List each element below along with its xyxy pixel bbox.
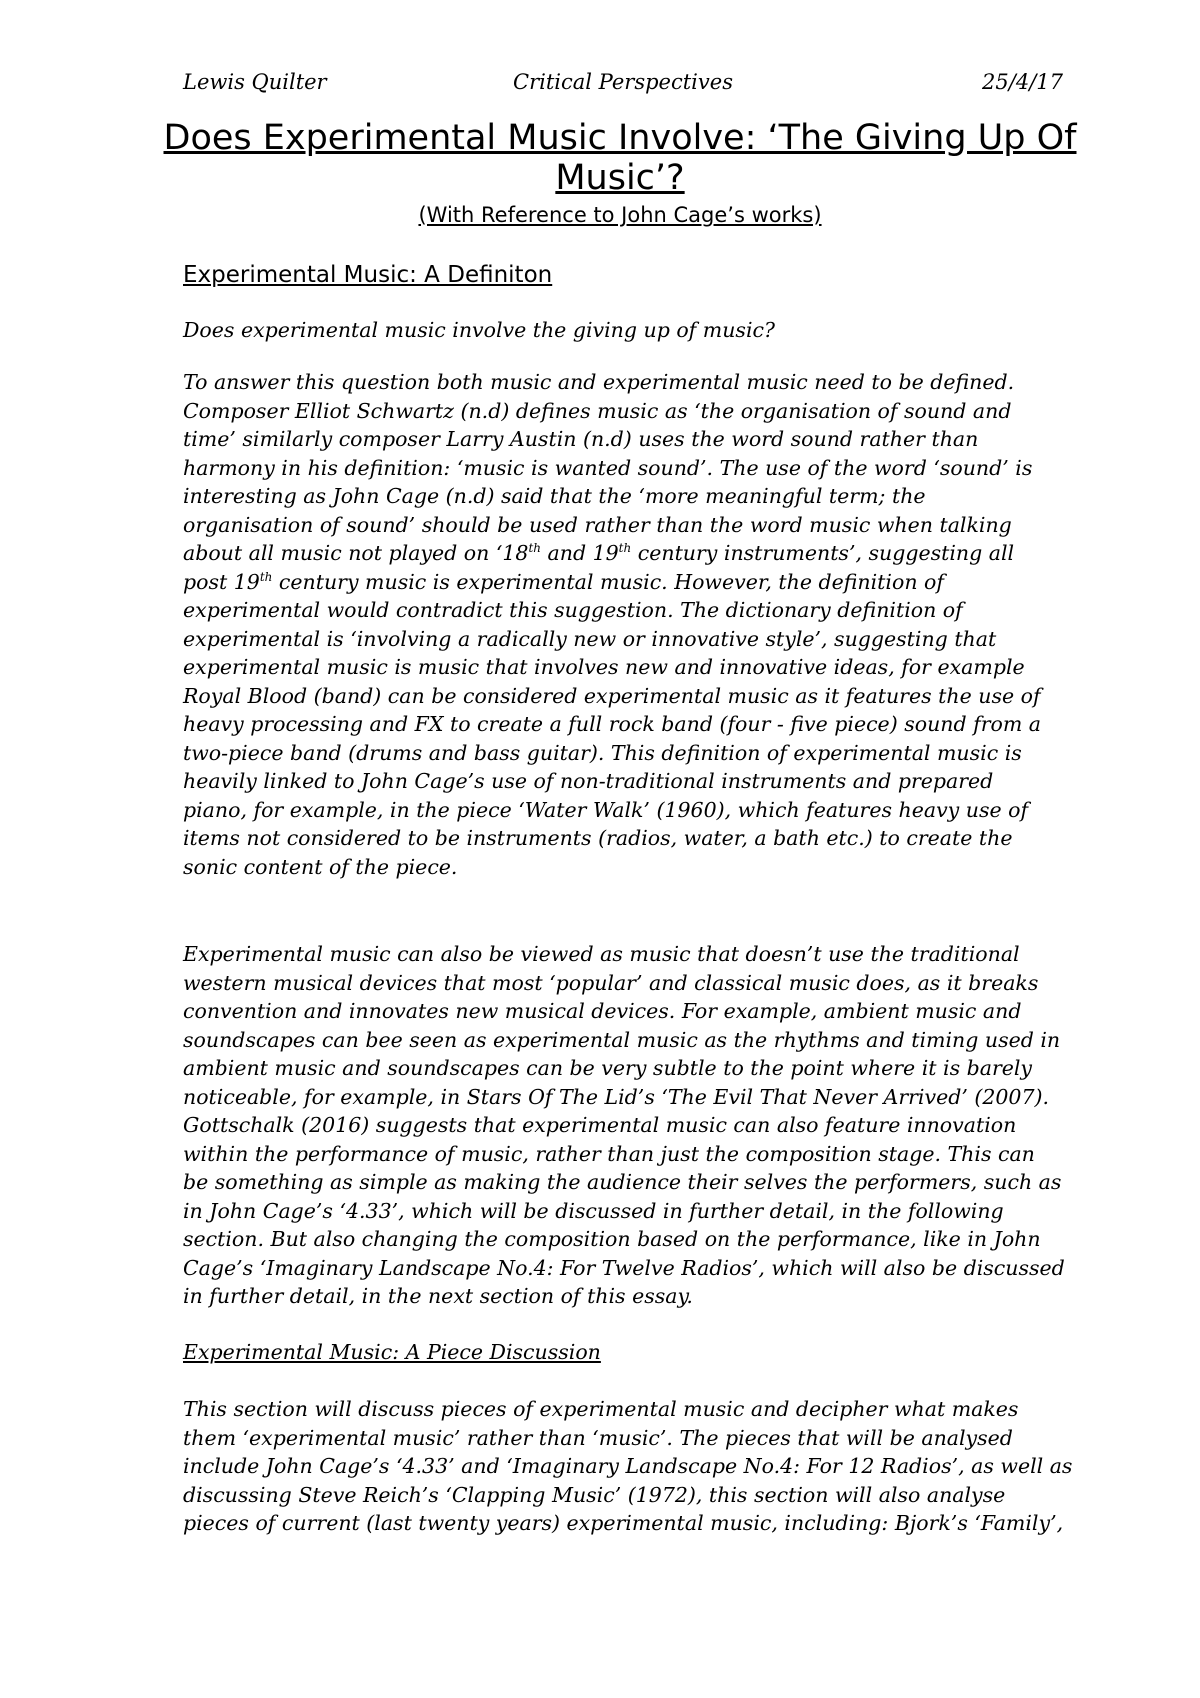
text-line: piano, for example, in the piece ‘Water Walk’ (1960), which features heavy use of xyxy=(183,797,1029,822)
text-line: be something as simple as making the audience their selves the performers, such as xyxy=(183,1170,1062,1194)
text-line: Royal Blood (band) can be considered experimental music as it features the use of xyxy=(183,683,1041,708)
text-line: experimental would contradict this suggestion. The dictionary definition of xyxy=(183,598,963,622)
text-line: Composer Elliot Schwartz (n.d) defines music as ‘the organisation of sound and xyxy=(183,398,1012,423)
text-line: experimental music is music that involves new and innovative ideas, for example xyxy=(183,655,1025,679)
text-line: interesting as John Cage (n.d) said that the ‘more meaningful term; the xyxy=(183,484,926,508)
text-line: them ‘experimental music’ rather than ‘music’. The pieces that will be analysed xyxy=(183,1425,1013,1450)
text-line xyxy=(183,568,1043,597)
section-heading-definition: Experimental Music: A Definiton xyxy=(183,262,553,288)
text-line: To answer this question both music and experimental music need to be defined. xyxy=(183,370,1015,394)
superscript: th xyxy=(528,541,541,556)
question-paragraph xyxy=(183,316,1043,345)
text-line: two-piece band (drums and bass guitar). This definition of experimental music is xyxy=(183,740,1022,765)
text-line: Gottschalk (2016) suggests that experimental music can also feature innovation xyxy=(183,1113,1017,1137)
header-module: Critical Perspectives xyxy=(513,70,733,94)
text-line: ambient music and soundscapes can be very subtle to the point where it is barely xyxy=(183,1056,1033,1080)
text-line: soundscapes can bee seen as experimental music as the rhythms and timing used in xyxy=(183,1027,1061,1052)
text-line: heavy processing and FX to create a full rock band (four - five piece) sound from a xyxy=(183,712,1042,736)
text-line: in John Cage’s ‘4.33’, which will be discussed in further detail, in the following xyxy=(183,1198,1004,1223)
superscript: th xyxy=(259,569,273,584)
text-line: items not considered to be instruments (radios, water, a bath etc.) to create the xyxy=(183,826,1013,850)
text-line: This section will discuss pieces of experimental music and decipher what makes xyxy=(183,1397,1019,1421)
header-date: 25/4/17 xyxy=(982,70,1063,94)
title-line-1: Does Experimental Music Involve: ‘The Giving Up Of xyxy=(163,118,1077,158)
definition-paragraph xyxy=(183,368,1043,881)
title-line-2: Music’? xyxy=(555,158,685,198)
text-line: Experimental music can also be viewed as music that doesn’t use the traditional xyxy=(183,942,1020,966)
text-line: sonic content of the piece. xyxy=(183,854,458,879)
text-line: heavily linked to John Cage’s use of non-traditional instruments and prepared xyxy=(183,769,994,793)
text-line: experimental is ‘involving a radically new or innovative style’, suggesting that xyxy=(183,626,997,651)
text-line: section. But also changing the composition based on the performance, like in John xyxy=(183,1227,1041,1251)
text-fragment: century instruments’, suggesting all xyxy=(631,541,1015,565)
ambient-paragraph xyxy=(183,940,1065,1311)
text-line: include John Cage’s ‘4.33’ and ‘Imaginary Landscape No.4: For 12 Radios’, as well as xyxy=(183,1454,1073,1478)
document-subtitle: (With Reference to John Cage’s works) xyxy=(418,203,822,227)
text-fragment: century music is experimental music. However, the definition of xyxy=(272,569,944,594)
text-line: western musical devices that most ‘popular’ and classical music does, as it breaks xyxy=(183,970,1039,995)
document-title xyxy=(140,118,1100,198)
section-heading-piece-discussion: Experimental Music: A Piece Discussion xyxy=(183,1340,601,1364)
text-fragment: post 19 xyxy=(183,569,260,594)
superscript: th xyxy=(618,541,632,556)
text-line: within the performance of music, rather than just the composition stage. This can xyxy=(183,1141,1035,1166)
text-line: convention and innovates new musical devices. For example, ambient music and xyxy=(183,999,1022,1023)
question-line: Does experimental music involve the giving up of music? xyxy=(183,318,775,342)
text-line: organisation of sound’ should be used rather than the word music when talking xyxy=(183,512,1012,537)
text-line: noticeable, for example, in Stars Of The Lid’s ‘The Evil That Never Arrived’ (2007). xyxy=(183,1084,1050,1109)
text-line: harmony in his definition: ‘music is wanted sound’. The use of the word ‘sound’ is xyxy=(183,455,1033,480)
text-fragment: about all music not played on ‘18 xyxy=(183,541,529,565)
text-line: discussing Steve Reich’s ‘Clapping Music’ (1972), this section will also analyse xyxy=(183,1482,1006,1507)
header-author: Lewis Quilter xyxy=(183,70,327,94)
text-fragment: and 19 xyxy=(541,541,619,565)
text-line: time’ similarly composer Larry Austin (n.d) uses the word sound rather than xyxy=(183,427,979,451)
page-header xyxy=(183,70,1063,102)
piece-discussion-paragraph xyxy=(183,1395,1073,1538)
text-line: Cage’s ‘Imaginary Landscape No.4: For Twelve Radios’, which will also be discussed xyxy=(183,1255,1065,1280)
text-line: pieces of current (last twenty years) experimental music, including: Bjork’s ‘Family’, xyxy=(183,1511,1064,1535)
text-line xyxy=(183,539,1043,568)
text-line: in further detail, in the next section of this essay. xyxy=(183,1284,693,1308)
